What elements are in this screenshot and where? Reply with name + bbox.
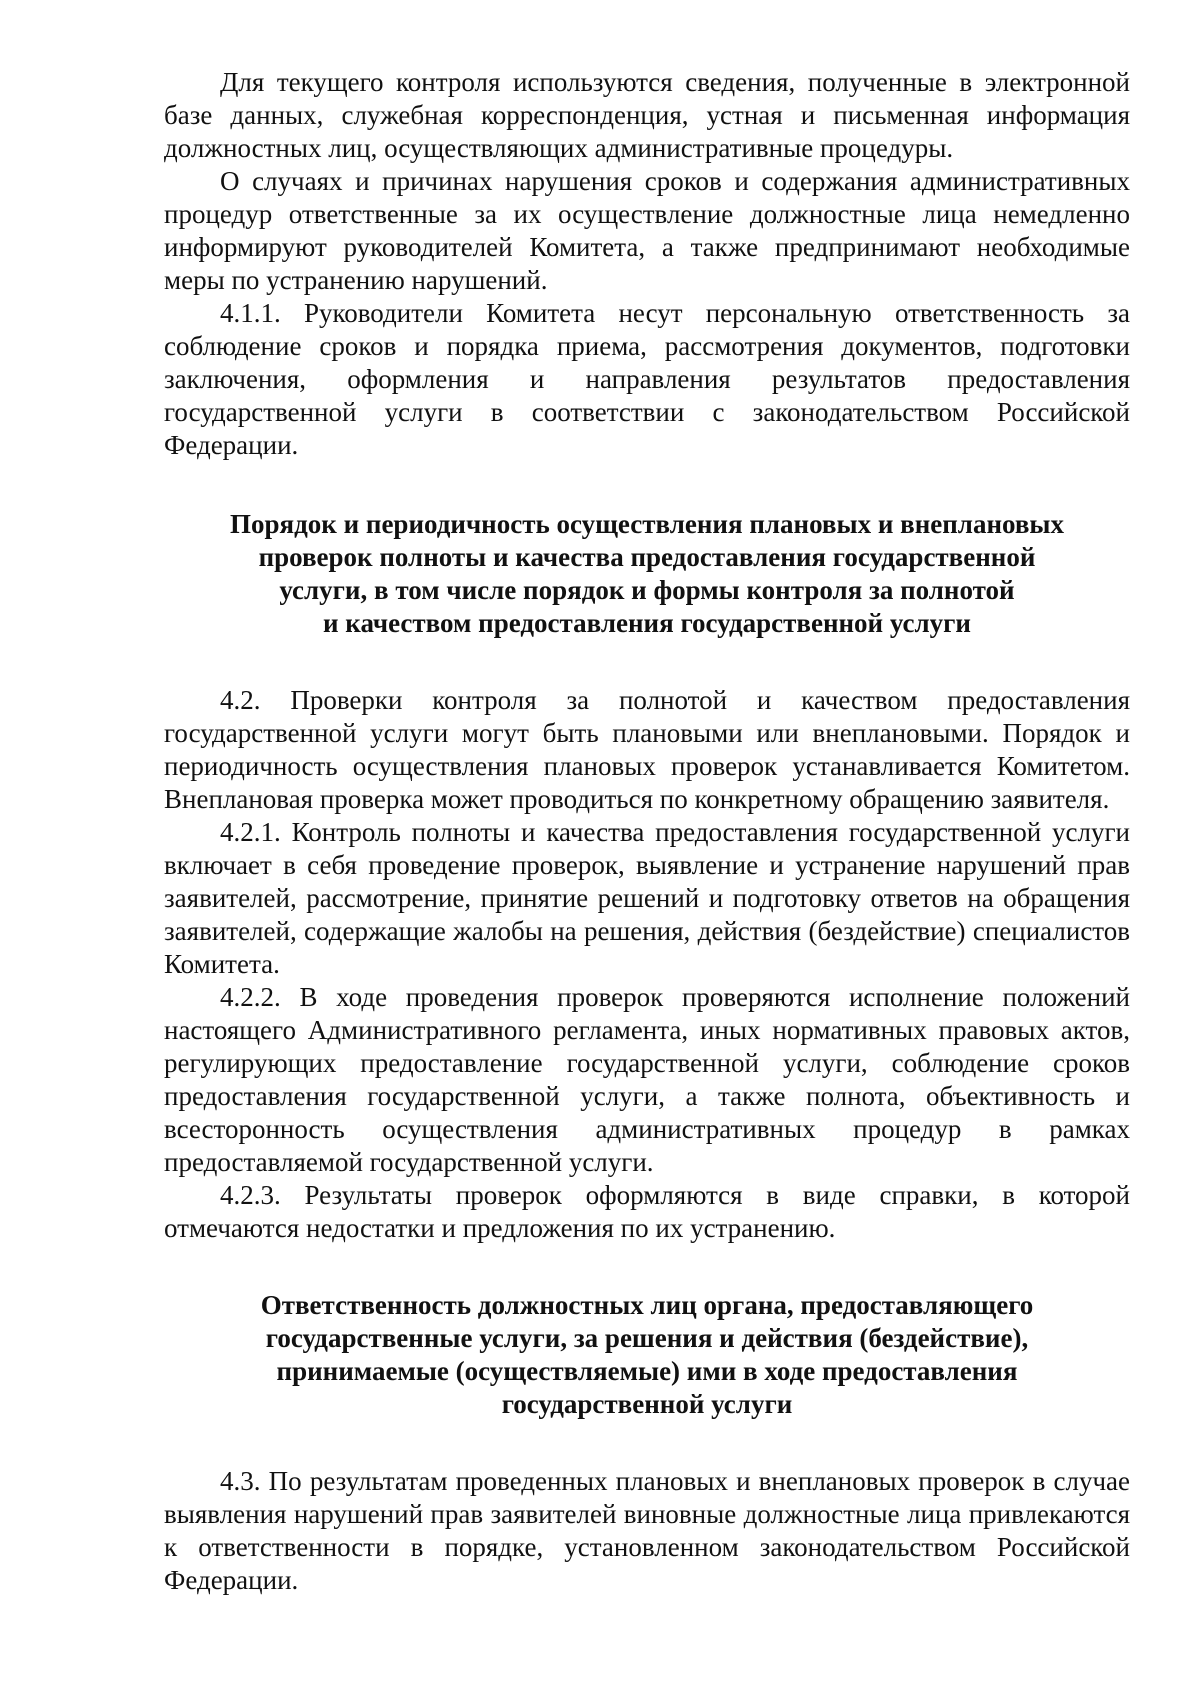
paragraph-4-2-2: 4.2.2. В ходе проведения проверок проверяются исполнение положений настоящего Административного регламента, иных нормативных правовых актов, регулирующих предоставление государственной услуги, соблюдение сроков предоставления государственной услуги, а также полнота, объективность и всесторонность осуществления административных процедур в рамках предоставляемой государственной услуги. <box>164 982 1130 1177</box>
section-heading-responsibility <box>164 1289 1130 1421</box>
heading-line: услуги, в том числе порядок и формы контроля за полнотой <box>279 575 1015 605</box>
paragraph-4-2-1: 4.2.1. Контроль полноты и качества предоставления государственной услуги включает в себя проведение проверок, выявление и устранение нарушений прав заявителей, рассмотрение, принятие решений и подготовку ответов на обращения заявителей, содержащие жалобы на решения, действия (бездействие) специалистов Комитета. <box>164 817 1130 979</box>
paragraph-4-2-3: 4.2.3. Результаты проверок оформляются в виде справки, в которой отмечаются недостатки и предложения по их устранению. <box>164 1180 1130 1243</box>
heading-line: Ответственность должностных лиц органа, предоставляющего <box>260 1290 1034 1320</box>
heading-line: и качеством предоставления государственной услуги <box>323 608 971 638</box>
paragraph-4-3: 4.3. По результатам проведенных плановых и внеплановых проверок в случае выявления нарушений прав заявителей виновные должностные лица привлекаются к ответственности в порядке, установленном законодательством Российской Федерации. <box>164 1466 1130 1595</box>
paragraph-violations-reporting: О случаях и причинах нарушения сроков и содержания административных процедур ответственные за их осуществление должностные лица немедленно информируют руководителей Комитета, а также предпринимают необходимые меры по устранению нарушений. <box>164 166 1130 295</box>
section-heading-inspections <box>164 508 1130 640</box>
heading-line: государственной услуги <box>501 1389 793 1419</box>
paragraph-4-1-1: 4.1.1. Руководители Комитета несут персональную ответственность за соблюдение сроков и порядка приема, рассмотрения документов, подготовки заключения, оформления и направления результатов предоставления государственной услуги в соответствии с законодательством Российской Федерации. <box>164 298 1130 460</box>
paragraph-4-2: 4.2. Проверки контроля за полнотой и качеством предоставления государственной услуги могут быть плановыми или внеплановыми. Порядок и периодичность осуществления плановых проверок устанавливается Комитетом. Внеплановая проверка может проводиться по конкретному обращению заявителя. <box>164 685 1130 814</box>
heading-line: Порядок и периодичность осуществления плановых и внеплановых <box>230 509 1064 539</box>
paragraph-current-control: Для текущего контроля используются сведения, полученные в электронной базе данных, служебная корреспонденция, устная и письменная информация должностных лиц, осуществляющих административные процедуры. <box>164 67 1130 163</box>
document-body <box>164 66 1130 1597</box>
heading-line: принимаемые (осуществляемые) ими в ходе предоставления <box>276 1356 1018 1386</box>
heading-line: проверок полноты и качества предоставления государственной <box>258 542 1036 572</box>
heading-line: государственные услуги, за решения и действия (бездействие), <box>265 1323 1029 1353</box>
